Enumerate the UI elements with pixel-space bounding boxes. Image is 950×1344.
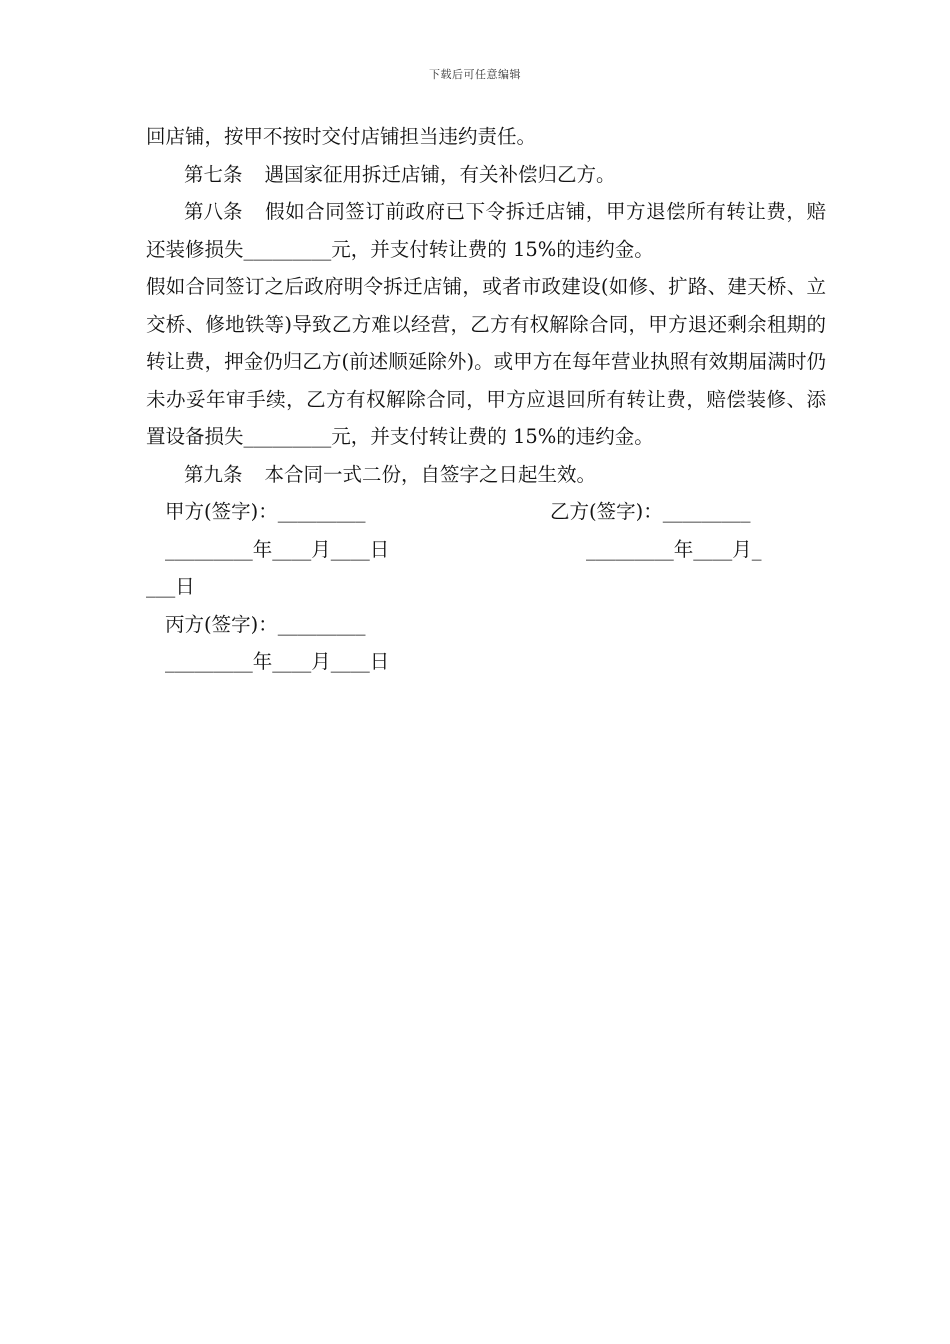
party-b-date-continuation: ___日: [146, 575, 195, 598]
date-row-ab: [146, 531, 826, 569]
article-7-number: 第七条: [184, 162, 243, 186]
article-7-text: 遇国家征用拆迁店铺，有关补偿归乙方。: [264, 162, 616, 186]
article-9-text: 本合同一式二份，自签字之日起生效。: [264, 462, 597, 486]
party-c-date: _________年____月____日: [165, 650, 390, 673]
article-9: [146, 456, 826, 494]
article-7: [146, 156, 826, 194]
party-b-signature: 乙方(签字)：_________: [550, 500, 751, 523]
party-c-signature: 丙方(签字)：_________: [165, 612, 366, 636]
article-8: [146, 193, 826, 268]
article-8-text: 假如合同签订前政府已下令拆迁店铺，甲方退偿所有转让费，赔还装修损失_________元，并支付转让费的 15%的违约金。: [146, 200, 826, 261]
article-8-continuation: 假如合同签订之后政府明令拆迁店铺，或者市政建设(如修、扩路、建天桥、立交桥、修地铁等)导致乙方难以经营，乙方有权解除合同，甲方退还剩余租期的转让费，押金仍归乙方(前述顺延除外)。或甲方在每年营业执照有效期届满时仍未办妥年审手续，乙方有权解除合同，甲方应退回所有转让费，赔偿装修、添置设备损失_________元，并支付转让费的 15%的违约金。: [146, 275, 826, 448]
party-a-signature: 甲方(签字)：_________: [165, 500, 366, 523]
party-a-date: _________年____月____日: [165, 537, 390, 561]
party-b-date: _________年____月_: [586, 537, 762, 561]
date-row-c: [146, 643, 826, 681]
page-header: 下载后可任意编辑: [429, 68, 521, 81]
article-8-number: 第八条: [184, 200, 243, 223]
signature-row-c: [146, 606, 826, 644]
signature-row-ab: [146, 493, 826, 531]
article-9-number: 第九条: [184, 462, 243, 486]
paragraph-continuation: 回店铺，按甲不按时交付店铺担当违约责任。: [146, 125, 537, 148]
document-body: [146, 118, 826, 681]
